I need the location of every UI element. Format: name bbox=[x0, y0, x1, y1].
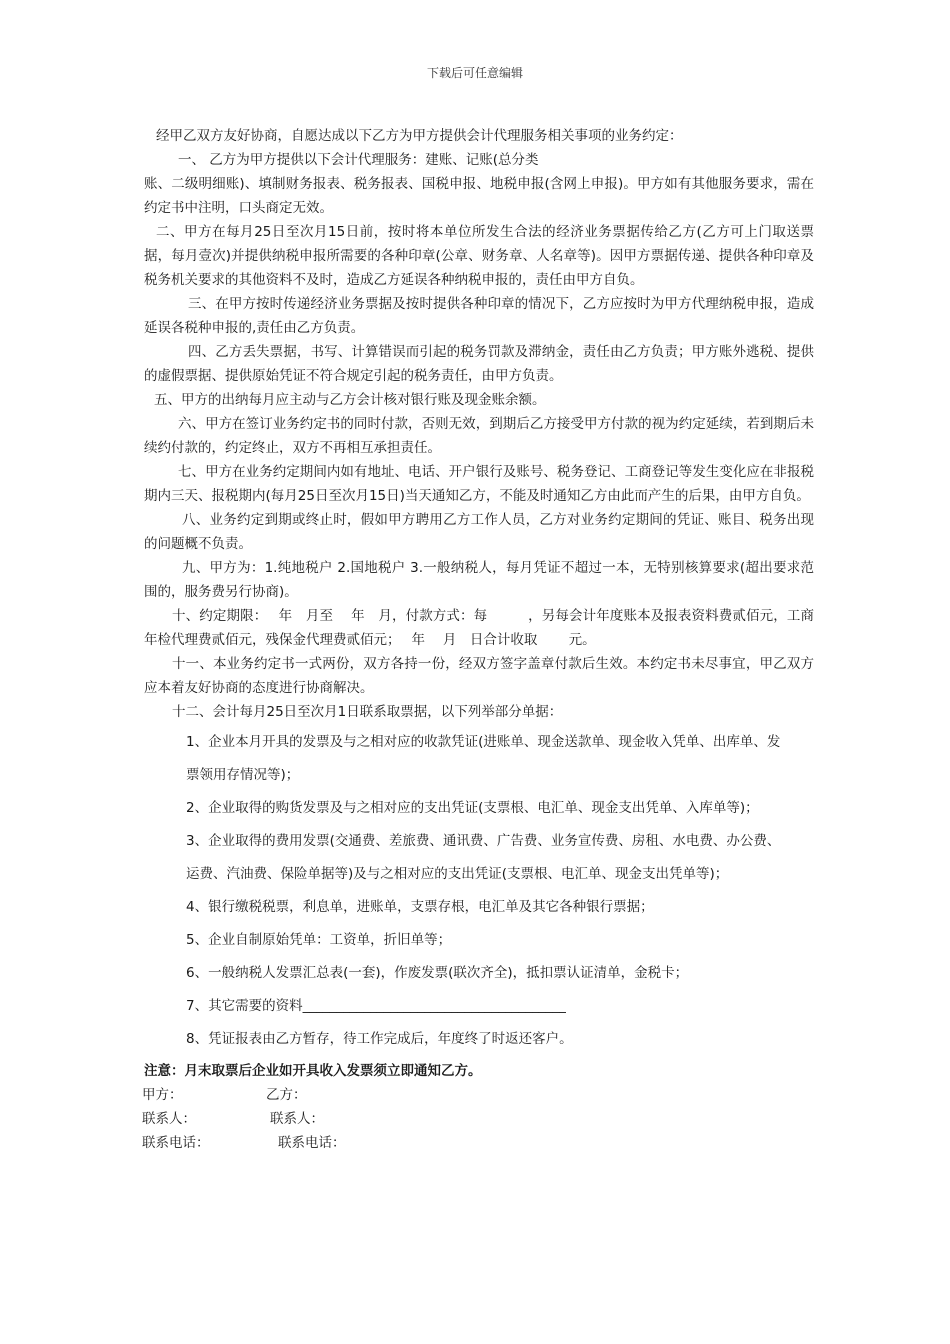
list-item: 2、企业取得的购货发票及与之相对应的支出凭证(支票根、电汇单、现金支出凭单、入库单等)； bbox=[186, 800, 759, 816]
list-item-continued: 票领用存情况等)； bbox=[186, 767, 300, 783]
notice-text: 注意：月末取票后企业如开具收入发票须立即通知乙方。 bbox=[144, 1063, 482, 1079]
document-list bbox=[144, 726, 814, 1056]
intro-paragraph: 经甲乙双方友好协商，自愿达成以下乙方为甲方提供会计代理服务相关事项的业务约定： bbox=[156, 128, 683, 144]
party-b-label: 乙方： bbox=[266, 1087, 307, 1103]
clause-3: 三、在甲方按时传递经济业务票据及按时提供各种印章的情况下，乙方应按时为甲方代理纳税申报，造成延误各税种申报的,责任由乙方负责。 bbox=[144, 296, 814, 336]
clause-4: 四、乙方丢失票据，书写、计算错误而引起的税务罚款及滞纳金，责任由乙方负责；甲方账外逃税、提供的虚假票据、提供原始凭证不符合规定引起的税务责任，由甲方负责。 bbox=[144, 344, 814, 384]
party-a-label: 甲方： bbox=[142, 1087, 183, 1103]
phone-b-label: 联系电话： bbox=[278, 1135, 346, 1151]
agreement-body bbox=[144, 124, 814, 1155]
clause-12: 十二、会计每月25日至次月1日联系取票据，以下列举部分单据： bbox=[172, 704, 563, 720]
clause-10: 十、约定期限： 年 月至 年 月，付款方式：每 ，另每会计年度账本及报表资料费贰佰元，工商年检代理费贰佰元，残保金代理费贰佰元； 年 月 日合计收取 元。 bbox=[144, 608, 814, 648]
clause-11: 十一、本业务约定书一式两份，双方各持一份，经双方签字盖章付款后生效。本约定书未尽事宜，甲乙双方应本着友好协商的态度进行协商解决。 bbox=[144, 656, 814, 696]
signature-row bbox=[142, 1131, 814, 1155]
clause-5: 五、甲方的出纳每月应主动与乙方会计核对银行账及现金账余额。 bbox=[154, 392, 546, 408]
list-item: 5、企业自制原始凭单：工资单，折旧单等； bbox=[186, 932, 452, 948]
contact-a-label: 联系人： bbox=[142, 1111, 196, 1127]
list-item: 6、一般纳税人发票汇总表(一套)，作废发票(联次齐全)，抵扣票认证清单，金税卡； bbox=[186, 965, 689, 981]
signature-block bbox=[142, 1083, 814, 1155]
clause-1-line-1: 一、 乙方为甲方提供以下会计代理服务：建账、记账(总分类 bbox=[178, 152, 539, 168]
list-item: 4、银行缴税税票，利息单，进账单，支票存根，电汇单及其它各种银行票据； bbox=[186, 899, 654, 915]
phone-a-label: 联系电话： bbox=[142, 1135, 210, 1151]
clause-6: 六、甲方在签订业务约定书的同时付款，否则无效，到期后乙方接受甲方付款的视为约定延续，若到期后未续约付款的，约定终止，双方不再相互承担责任。 bbox=[144, 416, 814, 456]
list-item: 1、企业本月开具的发票及与之相对应的收款凭证(进账单、现金送款单、现金收入凭单、出库单、发 bbox=[186, 734, 781, 750]
clause-9: 九、甲方为：1.纯地税户 2.国地税户 3.一般纳税人，每月凭证不超过一本，无特别核算要求(超出要求范围的，服务费另行协商)。 bbox=[144, 560, 814, 600]
signature-row bbox=[142, 1083, 814, 1107]
clause-8: 八、业务约定到期或终止时，假如甲方聘用乙方工作人员，乙方对业务约定期间的凭证、账目、税务出现的问题概不负责。 bbox=[144, 512, 814, 552]
clause-1-continued: 账、二级明细账)、填制财务报表、税务报表、国税申报、地税申报(含网上申报)。甲方如有其他服务要求，需在约定书中注明，口头商定无效。 bbox=[144, 176, 814, 216]
list-item-continued: 运费、汽油费、保险单据等)及与之相对应的支出凭证(支票根、电汇单、现金支出凭单等)； bbox=[186, 866, 729, 882]
list-item: 3、企业取得的费用发票(交通费、差旅费、通讯费、广告费、业务宣传费、房租、水电费、办公费、 bbox=[186, 833, 781, 849]
signature-row bbox=[142, 1107, 814, 1131]
list-item: 8、凭证报表由乙方暂存，待工作完成后，年度终了时返还客户。 bbox=[186, 1031, 573, 1047]
clause-2: 二、甲方在每月25日至次月15日前，按时将本单位所发生合法的经济业务票据传给乙方(乙方可上门取送票据，每月壹次)并提供纳税申报所需要的各种印章(公章、财务章、人名章等)。因甲方票据传递、提供各种印章及税务机关要求的其他资料不及时，造成乙方延误各种纳税申报的，责任由甲方自负。 bbox=[144, 224, 814, 288]
header-note: 下载后可任意编辑 bbox=[426, 66, 523, 80]
contact-b-label: 联系人： bbox=[270, 1111, 324, 1127]
list-item: 7、其它需要的资料_______________________________________ bbox=[186, 998, 566, 1014]
clause-7: 七、甲方在业务约定期间内如有地址、电话、开户银行及账号、税务登记、工商登记等发生变化应在非报税期内三天、报税期内(每月25日至次月15日)当天通知乙方，不能及时通知乙方由此而产生的后果，由甲方自负。 bbox=[144, 464, 814, 504]
